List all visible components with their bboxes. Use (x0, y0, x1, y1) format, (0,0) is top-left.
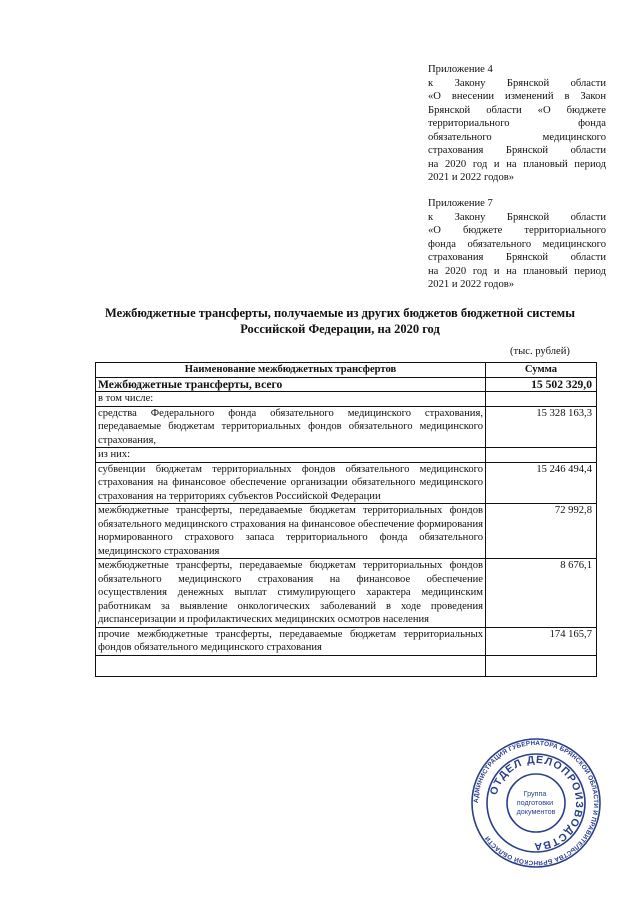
row-name: субвенции бюджетам территориальных фондов обязательного медицинского страхования на финансовое обеспечение организации обязательного медицинского страхования на территориях субъектов Российской Федерации (96, 462, 486, 504)
empty-cell (486, 392, 597, 407)
seal-middle-text: ОТДЕЛ ДЕЛОПРОИЗВОДСТВА (487, 753, 586, 853)
appendix-7-line: «О бюджете территориального (428, 225, 606, 236)
header-amount: Сумма (486, 363, 597, 378)
appendix-4-line: на 2020 год и на плановый период (428, 158, 606, 170)
table-row (96, 504, 597, 559)
row-name: межбюджетные трансферты, передаваемые бюджетам территориальных фондов обязательного медицинского страхования на финансовое обеспечение формирования нормированного страхового запаса территориального фонда обязательного медицинского страхования (96, 504, 486, 559)
table-header-row (96, 363, 597, 378)
empty-cell (486, 448, 597, 463)
seal-center-text: Группа подготовки документов (516, 789, 556, 816)
units-label: (тыс. рублей) (510, 346, 570, 357)
table-row-of-which (96, 448, 597, 463)
row-amount: 8 676,1 (486, 559, 597, 628)
empty-cell (486, 655, 597, 676)
including-label: в том числе: (96, 392, 486, 407)
document-title-line: Российской Федерации, на 2020 год (240, 322, 440, 336)
row-name: межбюджетные трансферты, передаваемые бюджетам территориальных фондов обязательного медицинского страхования на финансовое обеспечение осуществления денежных выплат стимулирующего характера медицинским работникам за выявление онкологических заболеваний в ходе проведения диспансеризации и профилактических медицинских осмотров населения (96, 559, 486, 628)
transfers-table (95, 362, 597, 677)
of-which-label: из них: (96, 448, 486, 463)
table-row-fund (96, 406, 597, 448)
table-row (96, 462, 597, 504)
table-row (96, 627, 597, 655)
table-row-including (96, 392, 597, 407)
appendix-7-line: на 2020 год и на плановый период (428, 265, 606, 277)
row-amount: 72 992,8 (486, 504, 597, 559)
appendix-4-line: 2021 и 2022 годов» (428, 172, 515, 183)
appendix-7-line: фонда обязательного медицинского (428, 238, 606, 250)
total-amount: 15 502 329,0 (486, 377, 597, 392)
row-amount: 174 165,7 (486, 627, 597, 655)
document-title-line: Межбюджетные трансферты, получаемые из других бюджетов бюджетной системы (105, 306, 575, 320)
appendix-4-title: Приложение 4 (428, 64, 493, 75)
header-name: Наименование межбюджетных трансфертов (96, 363, 486, 378)
row-amount: 15 246 494,4 (486, 462, 597, 504)
fund-amount: 15 328 163,3 (486, 406, 597, 448)
appendix-7-line: 2021 и 2022 годов» (428, 279, 515, 290)
table-row-blank (96, 655, 597, 676)
official-seal (470, 737, 602, 869)
appendix-7-title: Приложение 7 (428, 198, 493, 209)
document-title (90, 305, 590, 337)
table-row-total (96, 377, 597, 392)
appendix-7-line: страхования Брянской области (428, 252, 606, 263)
fund-name: средства Федерального фонда обязательного медицинского страхования, передаваемые бюджетам территориальных фондов обязательного медицинского страхования, (96, 406, 486, 448)
appendix-7-line: к Закону Брянской области (428, 211, 606, 223)
row-name: прочие межбюджетные трансферты, передаваемые бюджетам территориальных фондов обязательного медицинского страхования (96, 627, 486, 655)
appendix-4-line: территориального фонда (428, 118, 606, 129)
appendix-4 (428, 63, 606, 185)
table-row (96, 559, 597, 628)
appendix-4-line: «О внесении изменений в Закон (428, 91, 606, 102)
appendix-4-line: Брянской области «О бюджете (428, 104, 606, 116)
appendix-4-line: к Закону Брянской области (428, 77, 606, 89)
appendix-4-line: обязательного медицинского (428, 131, 606, 143)
empty-cell (96, 655, 486, 676)
seal-outer-text: АДМИНИСТРАЦИЯ ГУБЕРНАТОРА БРЯНСКОЙ ОБЛАСТИ И ПРАВИТЕЛЬСТВА БРЯНСКОЙ ОБЛАСТИ (472, 739, 600, 867)
appendix-4-line: страхования Брянской области (428, 145, 606, 156)
appendix-7 (428, 197, 606, 292)
total-name: Межбюджетные трансферты, всего (96, 377, 486, 392)
